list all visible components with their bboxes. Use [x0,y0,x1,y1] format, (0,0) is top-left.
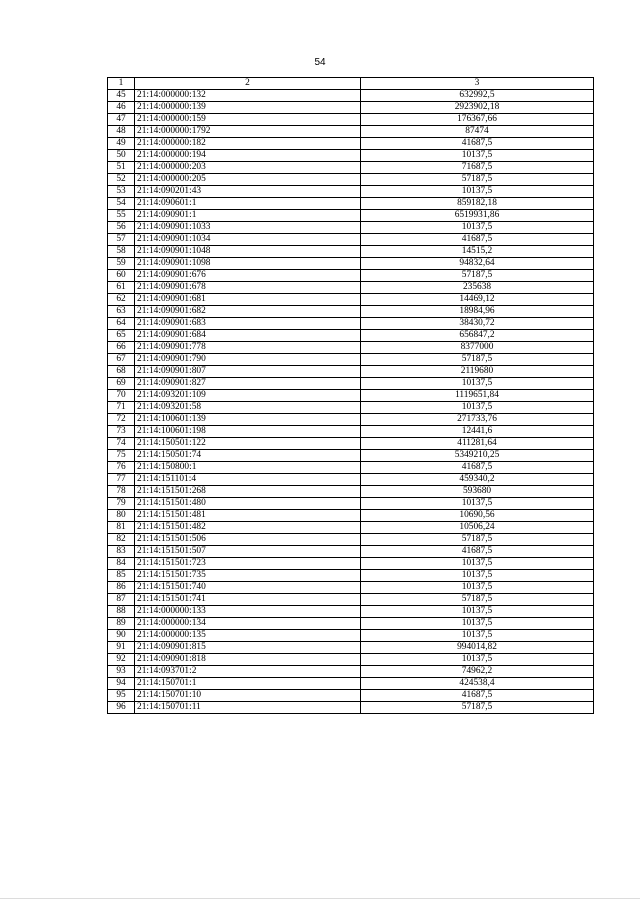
cadastral-number-cell: 21:14:000000:135 [135,630,361,642]
table-row [108,438,594,450]
cadastral-number-cell: 21:14:090901:815 [135,642,361,654]
table-row [108,222,594,234]
cadastral-number-cell: 21:14:151501:740 [135,582,361,594]
row-number-cell: 78 [108,486,135,498]
cadastral-number-cell: 21:14:150701:10 [135,690,361,702]
cadastral-number-cell: 21:14:090901:684 [135,330,361,342]
row-number-cell: 48 [108,126,135,138]
cadastral-number-cell: 21:14:151501:481 [135,510,361,522]
table-row [108,702,594,714]
cadastral-number-cell: 21:14:090901:678 [135,282,361,294]
table-row [108,114,594,126]
row-number-cell: 92 [108,654,135,666]
row-number-cell: 61 [108,282,135,294]
value-cell: 57187,5 [361,594,594,606]
cadastral-number-cell: 21:14:150701:1 [135,678,361,690]
table-row [108,522,594,534]
cadastral-number-cell: 21:14:090901:818 [135,654,361,666]
row-number-cell: 55 [108,210,135,222]
row-number-cell: 80 [108,510,135,522]
table-body [108,90,594,714]
row-number-cell: 72 [108,414,135,426]
table-row [108,402,594,414]
column-header-1: 1 [108,78,135,90]
value-cell: 271733,76 [361,414,594,426]
table-row [108,618,594,630]
row-number-cell: 52 [108,174,135,186]
cadastral-number-cell: 21:14:150701:11 [135,702,361,714]
row-number-cell: 93 [108,666,135,678]
table-row [108,486,594,498]
value-cell: 74962,2 [361,666,594,678]
cadastral-number-cell: 21:14:100601:198 [135,426,361,438]
value-cell: 593680 [361,486,594,498]
table-header-row [108,78,594,90]
value-cell: 10137,5 [361,582,594,594]
value-cell: 94832,64 [361,258,594,270]
table-row [108,102,594,114]
table-row [108,474,594,486]
value-cell: 411281,64 [361,438,594,450]
value-cell: 859182,18 [361,198,594,210]
cadastral-number-cell: 21:14:000000:139 [135,102,361,114]
table-row [108,342,594,354]
row-number-cell: 54 [108,198,135,210]
table-row [108,534,594,546]
cadastral-number-cell: 21:14:090901:827 [135,378,361,390]
cadastral-number-cell: 21:14:000000:134 [135,618,361,630]
value-cell: 41687,5 [361,462,594,474]
cadastral-number-cell: 21:14:090901:1033 [135,222,361,234]
table-row [108,390,594,402]
row-number-cell: 50 [108,150,135,162]
row-number-cell: 47 [108,114,135,126]
value-cell: 10506,24 [361,522,594,534]
table-row [108,594,594,606]
value-cell: 10137,5 [361,606,594,618]
row-number-cell: 73 [108,426,135,438]
cadastral-number-cell: 21:14:093701:2 [135,666,361,678]
row-number-cell: 51 [108,162,135,174]
table-row [108,210,594,222]
table-row [108,174,594,186]
row-number-cell: 64 [108,318,135,330]
row-number-cell: 96 [108,702,135,714]
row-number-cell: 71 [108,402,135,414]
table-row [108,126,594,138]
value-cell: 57187,5 [361,174,594,186]
row-number-cell: 79 [108,498,135,510]
bottom-divider [0,898,640,899]
row-number-cell: 74 [108,438,135,450]
table-row [108,450,594,462]
value-cell: 6519931,86 [361,210,594,222]
row-number-cell: 81 [108,522,135,534]
value-cell: 57187,5 [361,270,594,282]
value-cell: 41687,5 [361,546,594,558]
value-cell: 41687,5 [361,138,594,150]
cadastral-number-cell: 21:14:151501:735 [135,570,361,582]
row-number-cell: 95 [108,690,135,702]
value-cell: 632992,5 [361,90,594,102]
value-cell: 57187,5 [361,354,594,366]
cadastral-number-cell: 21:14:000000:205 [135,174,361,186]
row-number-cell: 85 [108,570,135,582]
row-number-cell: 59 [108,258,135,270]
value-cell: 2119680 [361,366,594,378]
value-cell: 18984,96 [361,306,594,318]
value-cell: 10137,5 [361,630,594,642]
value-cell: 8377000 [361,342,594,354]
row-number-cell: 86 [108,582,135,594]
cadastral-number-cell: 21:14:090901:676 [135,270,361,282]
value-cell: 57187,5 [361,534,594,546]
table-row [108,294,594,306]
row-number-cell: 68 [108,366,135,378]
table-row [108,510,594,522]
table-row [108,690,594,702]
row-number-cell: 45 [108,90,135,102]
value-cell: 1119651,84 [361,390,594,402]
value-cell: 10137,5 [361,654,594,666]
table-row [108,318,594,330]
value-cell: 41687,5 [361,234,594,246]
cadastral-number-cell: 21:14:151501:268 [135,486,361,498]
cadastral-number-cell: 21:14:000000:133 [135,606,361,618]
cadastral-number-cell: 21:14:090901:1098 [135,258,361,270]
table-row [108,282,594,294]
cadastral-number-cell: 21:14:150501:74 [135,450,361,462]
row-number-cell: 88 [108,606,135,618]
table-row [108,426,594,438]
cadastral-number-cell: 21:14:090901:1 [135,210,361,222]
cadastral-number-cell: 21:14:000000:203 [135,162,361,174]
cadastral-number-cell: 21:14:151501:741 [135,594,361,606]
cadastral-number-cell: 21:14:151501:507 [135,546,361,558]
row-number-cell: 57 [108,234,135,246]
cadastral-number-cell: 21:14:093201:58 [135,402,361,414]
row-number-cell: 63 [108,306,135,318]
value-cell: 10137,5 [361,378,594,390]
value-cell: 459340,2 [361,474,594,486]
cadastral-number-cell: 21:14:000000:1792 [135,126,361,138]
row-number-cell: 56 [108,222,135,234]
cadastral-number-cell: 21:14:150800:1 [135,462,361,474]
row-number-cell: 46 [108,102,135,114]
table-row [108,246,594,258]
cadastral-number-cell: 21:14:000000:194 [135,150,361,162]
cadastral-number-cell: 21:14:090901:807 [135,366,361,378]
row-number-cell: 91 [108,642,135,654]
table-row [108,546,594,558]
cadastral-number-cell: 21:14:090901:1048 [135,246,361,258]
table-row [108,150,594,162]
value-cell: 656847,2 [361,330,594,342]
value-cell: 10137,5 [361,618,594,630]
row-number-cell: 76 [108,462,135,474]
table-row [108,354,594,366]
cadastral-number-cell: 21:14:090901:681 [135,294,361,306]
cadastral-number-cell: 21:14:090201:43 [135,186,361,198]
table-row [108,198,594,210]
table-row [108,642,594,654]
row-number-cell: 49 [108,138,135,150]
row-number-cell: 87 [108,594,135,606]
cadastral-number-cell: 21:14:150501:122 [135,438,361,450]
cadastral-number-cell: 21:14:090901:683 [135,318,361,330]
cadastral-number-cell: 21:14:093201:109 [135,390,361,402]
cadastral-number-cell: 21:14:090601:1 [135,198,361,210]
value-cell: 10137,5 [361,570,594,582]
table-row [108,378,594,390]
value-cell: 10137,5 [361,150,594,162]
value-cell: 2923902,18 [361,102,594,114]
row-number-cell: 75 [108,450,135,462]
table-row [108,558,594,570]
row-number-cell: 62 [108,294,135,306]
table-row [108,366,594,378]
value-cell: 10137,5 [361,402,594,414]
table-row [108,678,594,690]
row-number-cell: 58 [108,246,135,258]
cadastral-number-cell: 21:14:100601:139 [135,414,361,426]
cadastral-number-cell: 21:14:090901:682 [135,306,361,318]
value-cell: 235638 [361,282,594,294]
value-cell: 38430,72 [361,318,594,330]
value-cell: 5349210,25 [361,450,594,462]
table-row [108,462,594,474]
value-cell: 10137,5 [361,558,594,570]
table-row [108,90,594,102]
table-row [108,606,594,618]
cadastral-number-cell: 21:14:090901:1034 [135,234,361,246]
table-row [108,186,594,198]
value-cell: 14515,2 [361,246,594,258]
table-row [108,138,594,150]
value-cell: 10690,56 [361,510,594,522]
cadastral-number-cell: 21:14:151501:482 [135,522,361,534]
row-number-cell: 84 [108,558,135,570]
table-row [108,630,594,642]
table-row [108,330,594,342]
cadastral-number-cell: 21:14:000000:159 [135,114,361,126]
value-cell: 10137,5 [361,222,594,234]
value-cell: 57187,5 [361,702,594,714]
table-row [108,270,594,282]
table-row [108,234,594,246]
table-row [108,162,594,174]
data-table [107,77,594,714]
cadastral-number-cell: 21:14:000000:132 [135,90,361,102]
value-cell: 10137,5 [361,498,594,510]
value-cell: 41687,5 [361,690,594,702]
value-cell: 994014,82 [361,642,594,654]
cadastral-number-cell: 21:14:000000:182 [135,138,361,150]
cadastral-number-cell: 21:14:151501:506 [135,534,361,546]
table-row [108,570,594,582]
page-number: 54 [314,57,326,68]
row-number-cell: 70 [108,390,135,402]
cadastral-number-cell: 21:14:151101:4 [135,474,361,486]
table-row [108,666,594,678]
table-row [108,582,594,594]
row-number-cell: 90 [108,630,135,642]
table-row [108,414,594,426]
column-header-3: 3 [361,78,594,90]
row-number-cell: 94 [108,678,135,690]
value-cell: 12441,6 [361,426,594,438]
row-number-cell: 67 [108,354,135,366]
table-row [108,258,594,270]
table-row [108,498,594,510]
row-number-cell: 89 [108,618,135,630]
column-header-2: 2 [135,78,361,90]
table-row [108,654,594,666]
row-number-cell: 53 [108,186,135,198]
row-number-cell: 65 [108,330,135,342]
value-cell: 14469,12 [361,294,594,306]
row-number-cell: 83 [108,546,135,558]
value-cell: 71687,5 [361,162,594,174]
value-cell: 87474 [361,126,594,138]
cadastral-number-cell: 21:14:151501:723 [135,558,361,570]
value-cell: 424538,4 [361,678,594,690]
cadastral-number-cell: 21:14:151501:480 [135,498,361,510]
row-number-cell: 66 [108,342,135,354]
row-number-cell: 60 [108,270,135,282]
cadastral-number-cell: 21:14:090901:778 [135,342,361,354]
row-number-cell: 77 [108,474,135,486]
cadastral-number-cell: 21:14:090901:790 [135,354,361,366]
value-cell: 10137,5 [361,186,594,198]
value-cell: 176367,66 [361,114,594,126]
row-number-cell: 69 [108,378,135,390]
row-number-cell: 82 [108,534,135,546]
table-row [108,306,594,318]
